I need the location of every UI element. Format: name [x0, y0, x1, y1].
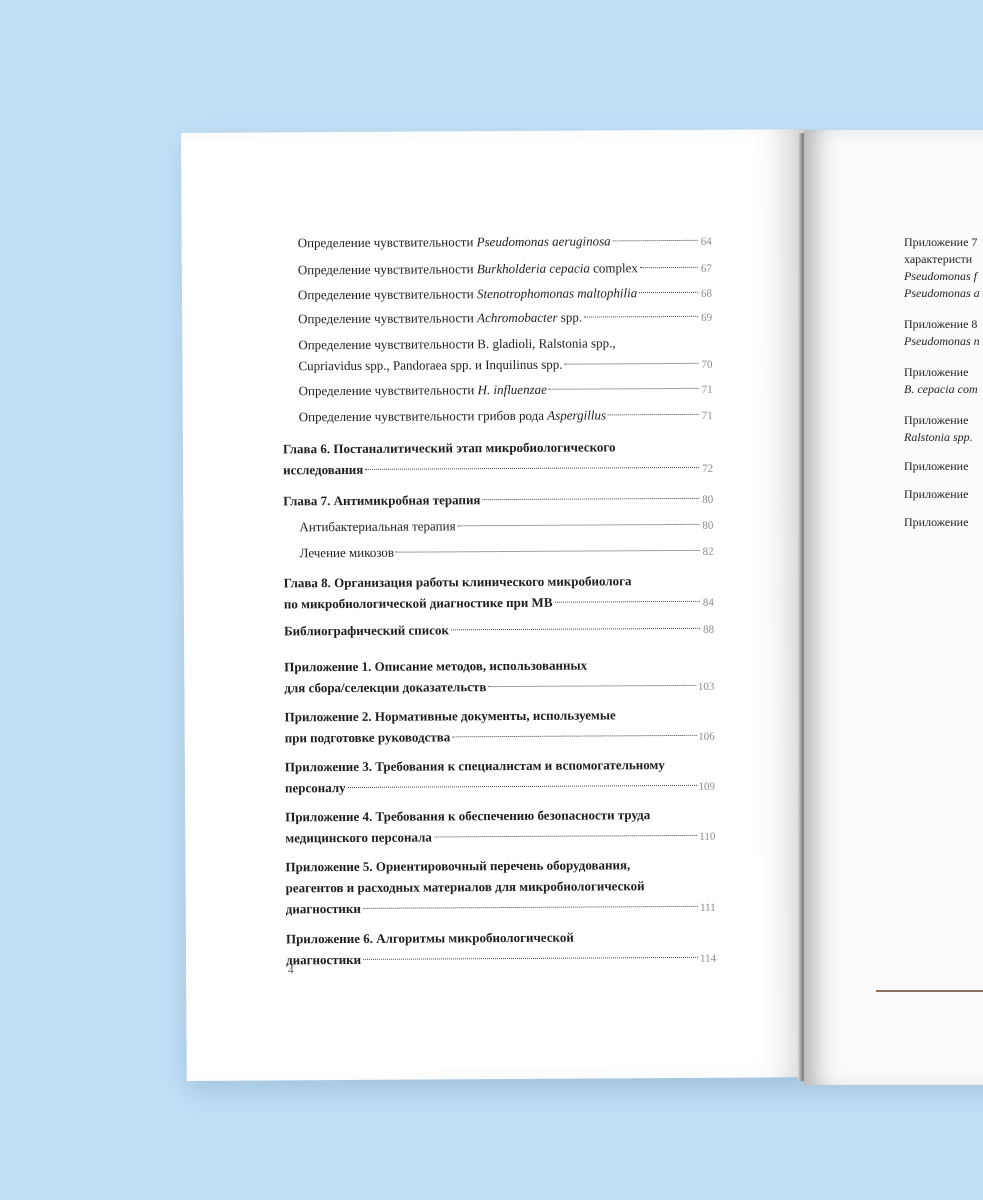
toc-page-number: 71	[701, 383, 713, 396]
toc-entry-title	[286, 949, 361, 970]
toc-entry-taxon: Aspergillus	[547, 407, 607, 423]
toc-page-number: 70	[701, 358, 713, 371]
toc-entry-title	[286, 898, 361, 919]
toc-leader-dots	[608, 414, 699, 416]
toc-entry[interactable]	[285, 825, 715, 851]
toc-leader-dots	[396, 550, 700, 553]
toc-entry-taxon: Achromobacter	[477, 309, 558, 326]
toc-entry[interactable]	[286, 947, 716, 973]
toc-page-number: 68	[700, 287, 713, 300]
toc-entry-taxon: Burkholderia cepacia	[476, 260, 590, 277]
toc-entry[interactable]	[284, 675, 714, 701]
toc-leader-dots	[451, 628, 700, 631]
toc-entry[interactable]	[298, 282, 712, 308]
toc-page-number: 69	[701, 311, 713, 324]
toc-leader-dots	[348, 785, 697, 788]
page-number: 4	[288, 964, 294, 977]
toc-entry-text: по микробиологической диагностике при МВ	[283, 594, 553, 612]
toc-page-number: 106	[698, 730, 715, 743]
toc-entry[interactable]	[286, 896, 716, 922]
toc-entry-text: Определение чувствительности	[298, 382, 478, 399]
right-toc-line: характеристи	[904, 252, 973, 266]
toc-entry-taxon: H. influenzae	[477, 381, 547, 398]
page-edge-rule	[876, 990, 983, 992]
toc-entry[interactable]	[298, 306, 712, 332]
toc-entry-title	[299, 404, 606, 427]
right-page-content	[804, 130, 983, 1085]
toc-entry-title	[284, 592, 553, 615]
toc-entry-text: Лечение микозов	[299, 544, 395, 561]
right-page	[804, 130, 983, 1085]
toc-page-number: 84	[702, 596, 714, 609]
toc-entry-title	[298, 307, 582, 330]
table-of-contents	[181, 129, 803, 968]
toc-entry-text: исследования	[283, 461, 364, 478]
toc-entry-text: Антибактериальная терапия	[299, 518, 456, 535]
left-page	[181, 129, 809, 1081]
toc-leader-dots	[488, 685, 696, 687]
toc-entry-title	[298, 230, 611, 253]
right-toc-line: Pseudomonas f	[904, 269, 977, 283]
toc-entry-line: Приложение 4. Требования к обеспечению безопасности труда	[285, 807, 651, 825]
toc-entry-line: Приложение 5. Ориентировочный перечень оборудования,	[285, 857, 631, 875]
toc-entry-taxon: Stenotrophomonas maltophilia	[476, 285, 638, 302]
right-toc-line: Приложение	[904, 515, 969, 529]
toc-entry-line: Приложение 2. Нормативные документы, используемые	[284, 707, 616, 725]
toc-entry-text: диагностики	[286, 951, 362, 968]
toc-leader-dots	[613, 240, 698, 242]
toc-entry-suffix: spp.	[557, 309, 583, 325]
toc-leader-dots	[482, 498, 699, 500]
toc-entry-title	[300, 542, 395, 564]
right-toc-line: Приложение	[904, 459, 969, 473]
toc-entry-text: Определение чувствительности	[297, 234, 477, 251]
toc-leader-dots	[554, 601, 699, 603]
toc-entry[interactable]	[283, 457, 713, 483]
toc-entry-text: Определение чувствительности грибов рода	[298, 407, 548, 425]
toc-entry-line: Определение чувствительности B. gladioli, Ralstonia spp.,	[298, 335, 616, 353]
toc-entry-taxon: Pseudomonas aeruginosa	[476, 233, 611, 250]
toc-entry-text: Cupriavidus spp., Pandoraea spp. и Inquilinus spp.	[298, 356, 563, 374]
toc-page-number: 67	[700, 262, 712, 275]
right-toc-line: Приложение	[904, 487, 969, 501]
right-toc-line: Ralstonia spp.	[904, 430, 973, 444]
toc-entry-suffix: complex	[589, 260, 638, 276]
toc-page-number: 64	[700, 235, 712, 248]
toc-page-number: 109	[698, 780, 716, 793]
right-toc-line: Приложение 8	[904, 317, 978, 331]
toc-entry[interactable]	[285, 725, 715, 751]
toc-leader-dots	[363, 906, 698, 909]
right-toc-line: Pseudomonas n	[904, 334, 980, 348]
right-toc-line: B. cepacia com	[904, 382, 978, 396]
toc-page-number: 111	[700, 901, 716, 914]
toc-entry[interactable]	[298, 257, 712, 283]
toc-leader-dots	[458, 524, 700, 526]
toc-leader-dots	[452, 735, 696, 737]
toc-entry-title	[284, 676, 486, 698]
toc-leader-dots	[584, 316, 698, 318]
toc-entry-title	[285, 726, 451, 748]
toc-entry-text: Определение чувствительности	[297, 261, 477, 278]
toc-entry-title	[298, 257, 638, 280]
toc-entry-line: реагентов и расходных материалов для микробиологической	[285, 878, 645, 896]
toc-entry-title	[299, 379, 547, 402]
toc-entry-text: Библиографический список	[283, 622, 450, 639]
toc-entry-text: медицинского персонала	[285, 829, 432, 846]
toc-entry-title	[285, 777, 346, 798]
toc-entry-text: для сбора/селекции доказательств	[284, 679, 487, 696]
toc-entry-text: персоналу	[284, 780, 346, 796]
toc-page-number: 80	[702, 519, 714, 532]
toc-entry-line: Приложение 6. Алгоритмы микробиологической	[285, 929, 574, 947]
toc-page-number: 114	[699, 952, 717, 965]
toc-leader-dots	[363, 957, 698, 960]
toc-entry-title	[284, 619, 449, 641]
toc-entry-line: Глава 8. Организация работы клинического микробиолога	[283, 573, 632, 591]
toc-page-number: 72	[702, 462, 714, 475]
right-toc-line: Pseudomonas a	[904, 286, 980, 300]
toc-entry[interactable]	[298, 353, 712, 379]
toc-entry[interactable]	[283, 488, 713, 514]
toc-page-number: 88	[703, 623, 715, 636]
toc-entry-title	[285, 826, 432, 848]
toc-leader-dots	[549, 388, 699, 390]
toc-entry[interactable]	[299, 378, 713, 404]
toc-entry[interactable]	[300, 540, 714, 566]
right-toc-line: Приложение	[904, 413, 969, 427]
toc-entry[interactable]	[284, 591, 714, 617]
toc-leader-dots	[434, 835, 697, 838]
toc-entry-title	[283, 459, 363, 480]
toc-entry-text: Глава 7. Антимикробная терапия	[283, 492, 481, 509]
toc-entry[interactable]	[285, 775, 715, 801]
toc-entry[interactable]	[299, 404, 713, 430]
toc-entry-title	[298, 354, 562, 377]
toc-leader-dots	[365, 467, 699, 470]
toc-entry[interactable]	[299, 514, 713, 540]
toc-leader-dots	[564, 363, 698, 365]
toc-entry-text: при подготовке руководства	[284, 729, 451, 746]
toc-entry-title	[283, 489, 480, 511]
toc-entry-text: Определение чувствительности	[298, 310, 478, 327]
toc-entry-text: Определение чувствительности	[297, 286, 478, 303]
right-toc-line: Приложение 7	[904, 235, 978, 249]
toc-entry-title	[298, 282, 637, 305]
toc-page-number: 110	[699, 830, 716, 843]
toc-entry-text: диагностики	[285, 900, 361, 917]
toc-entry-line: Приложение 1. Описание методов, использованных	[284, 657, 588, 675]
toc-entry-line: Глава 6. Постаналитический этап микробиологического	[282, 439, 616, 457]
toc-entry-title	[299, 515, 455, 537]
toc-entry-line: Приложение 3. Требования к специалистам и вспомогательному	[284, 757, 665, 775]
toc-page-number: 71	[701, 409, 713, 422]
toc-page-number: 80	[702, 493, 714, 506]
toc-page-number: 82	[702, 545, 714, 558]
toc-entry[interactable]	[298, 230, 712, 256]
toc-leader-dots	[639, 292, 698, 293]
toc-entry[interactable]	[284, 618, 714, 644]
right-toc-line: Приложение	[904, 365, 969, 379]
toc-page-number: 103	[697, 680, 715, 693]
toc-leader-dots	[640, 267, 698, 268]
